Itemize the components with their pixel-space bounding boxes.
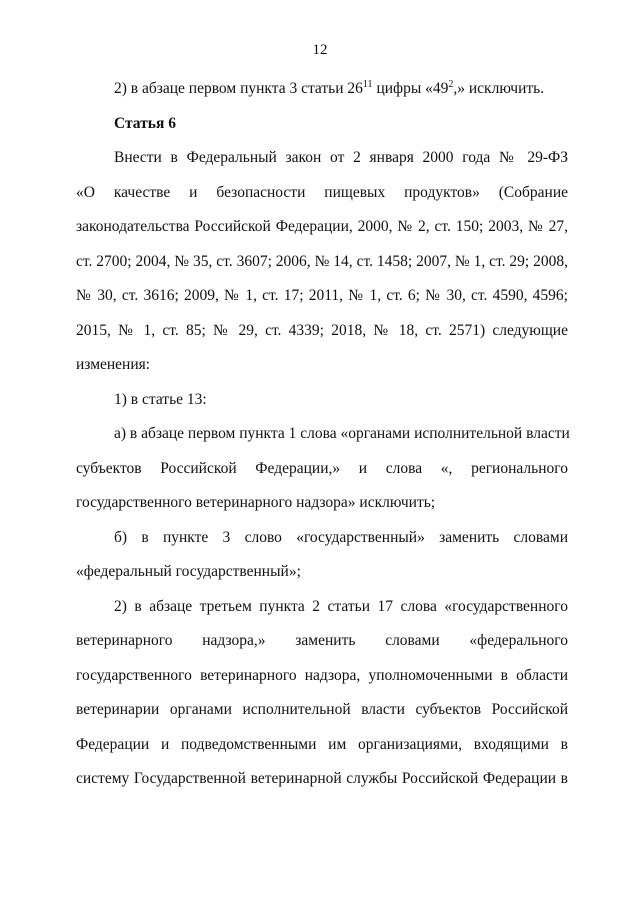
paragraph-item-2: [76, 590, 568, 797]
superscript: 2: [448, 79, 454, 90]
paragraph-text: цифры «49: [372, 80, 449, 97]
page-number: 12: [312, 42, 328, 58]
text-line: изменения:: [76, 356, 151, 373]
text-line: ветеринарного надзора,» заменить словами «федерального: [76, 632, 568, 649]
text-line: «федеральный государственный»;: [76, 563, 301, 580]
paragraph-item-1b: [76, 521, 568, 590]
paragraph-item-1a: [76, 417, 568, 521]
text-line: ст. 2700; 2004, № 35, ст. 3607; 2006, № 14, ст. 1458; 2007, № 1, ст. 29; 2008,: [76, 252, 568, 270]
text-line: субъектов Российской Федерации,» и слова «, регионального: [76, 459, 568, 477]
paragraph-article-6-intro: [76, 141, 568, 383]
text-line: а) в абзаце первом пункта 1 слова «органами исполнительной власти: [114, 425, 570, 442]
text-line: государственного ветеринарного надзора» исключить;: [76, 494, 436, 511]
text-line: Внести в Федеральный закон от 2 января 2000 года № 29-ФЗ: [114, 149, 568, 166]
paragraph-text: ,» исключить.: [453, 80, 545, 97]
text-line: № 30, ст. 3616; 2009, № 1, ст. 17; 2011, № 1, ст. 6; № 30, ст. 4590, 4596;: [76, 287, 568, 304]
text-line: 2) в абзаце третьем пункта 2 статьи 17 слова «государственного: [114, 597, 568, 615]
document-body: [76, 72, 568, 797]
text-line: б) в пункте 3 слово «государственный» заменить словами: [114, 528, 568, 546]
text-line: систему Государственной ветеринарной службы Российской Федерации в: [76, 770, 568, 787]
paragraph-article-5-item-2: [76, 72, 568, 107]
superscript: 11: [362, 79, 373, 90]
text-line: государственного ветеринарного надзора, уполномоченными в области: [76, 666, 568, 684]
paragraph-item-1: 1) в статье 13:: [114, 390, 207, 408]
text-line: 2015, № 1, ст. 85; № 29, ст. 4339; 2018, № 18, ст. 2571) следующие: [76, 321, 568, 339]
paragraph-text: 2) в абзаце первом пункта 3 статьи 26: [114, 80, 363, 97]
text-line: законодательства Российской Федерации, 2000, № 2, ст. 150; 2003, № 27,: [76, 218, 568, 235]
text-line: Федерации и подведомственными им организациями, входящими в: [76, 735, 568, 753]
article-heading: Статья 6: [114, 114, 176, 132]
text-line: «О качестве и безопасности пищевых продуктов» (Собрание: [76, 183, 568, 201]
text-line: ветеринарии органами исполнительной власти субъектов Российской: [76, 701, 568, 718]
